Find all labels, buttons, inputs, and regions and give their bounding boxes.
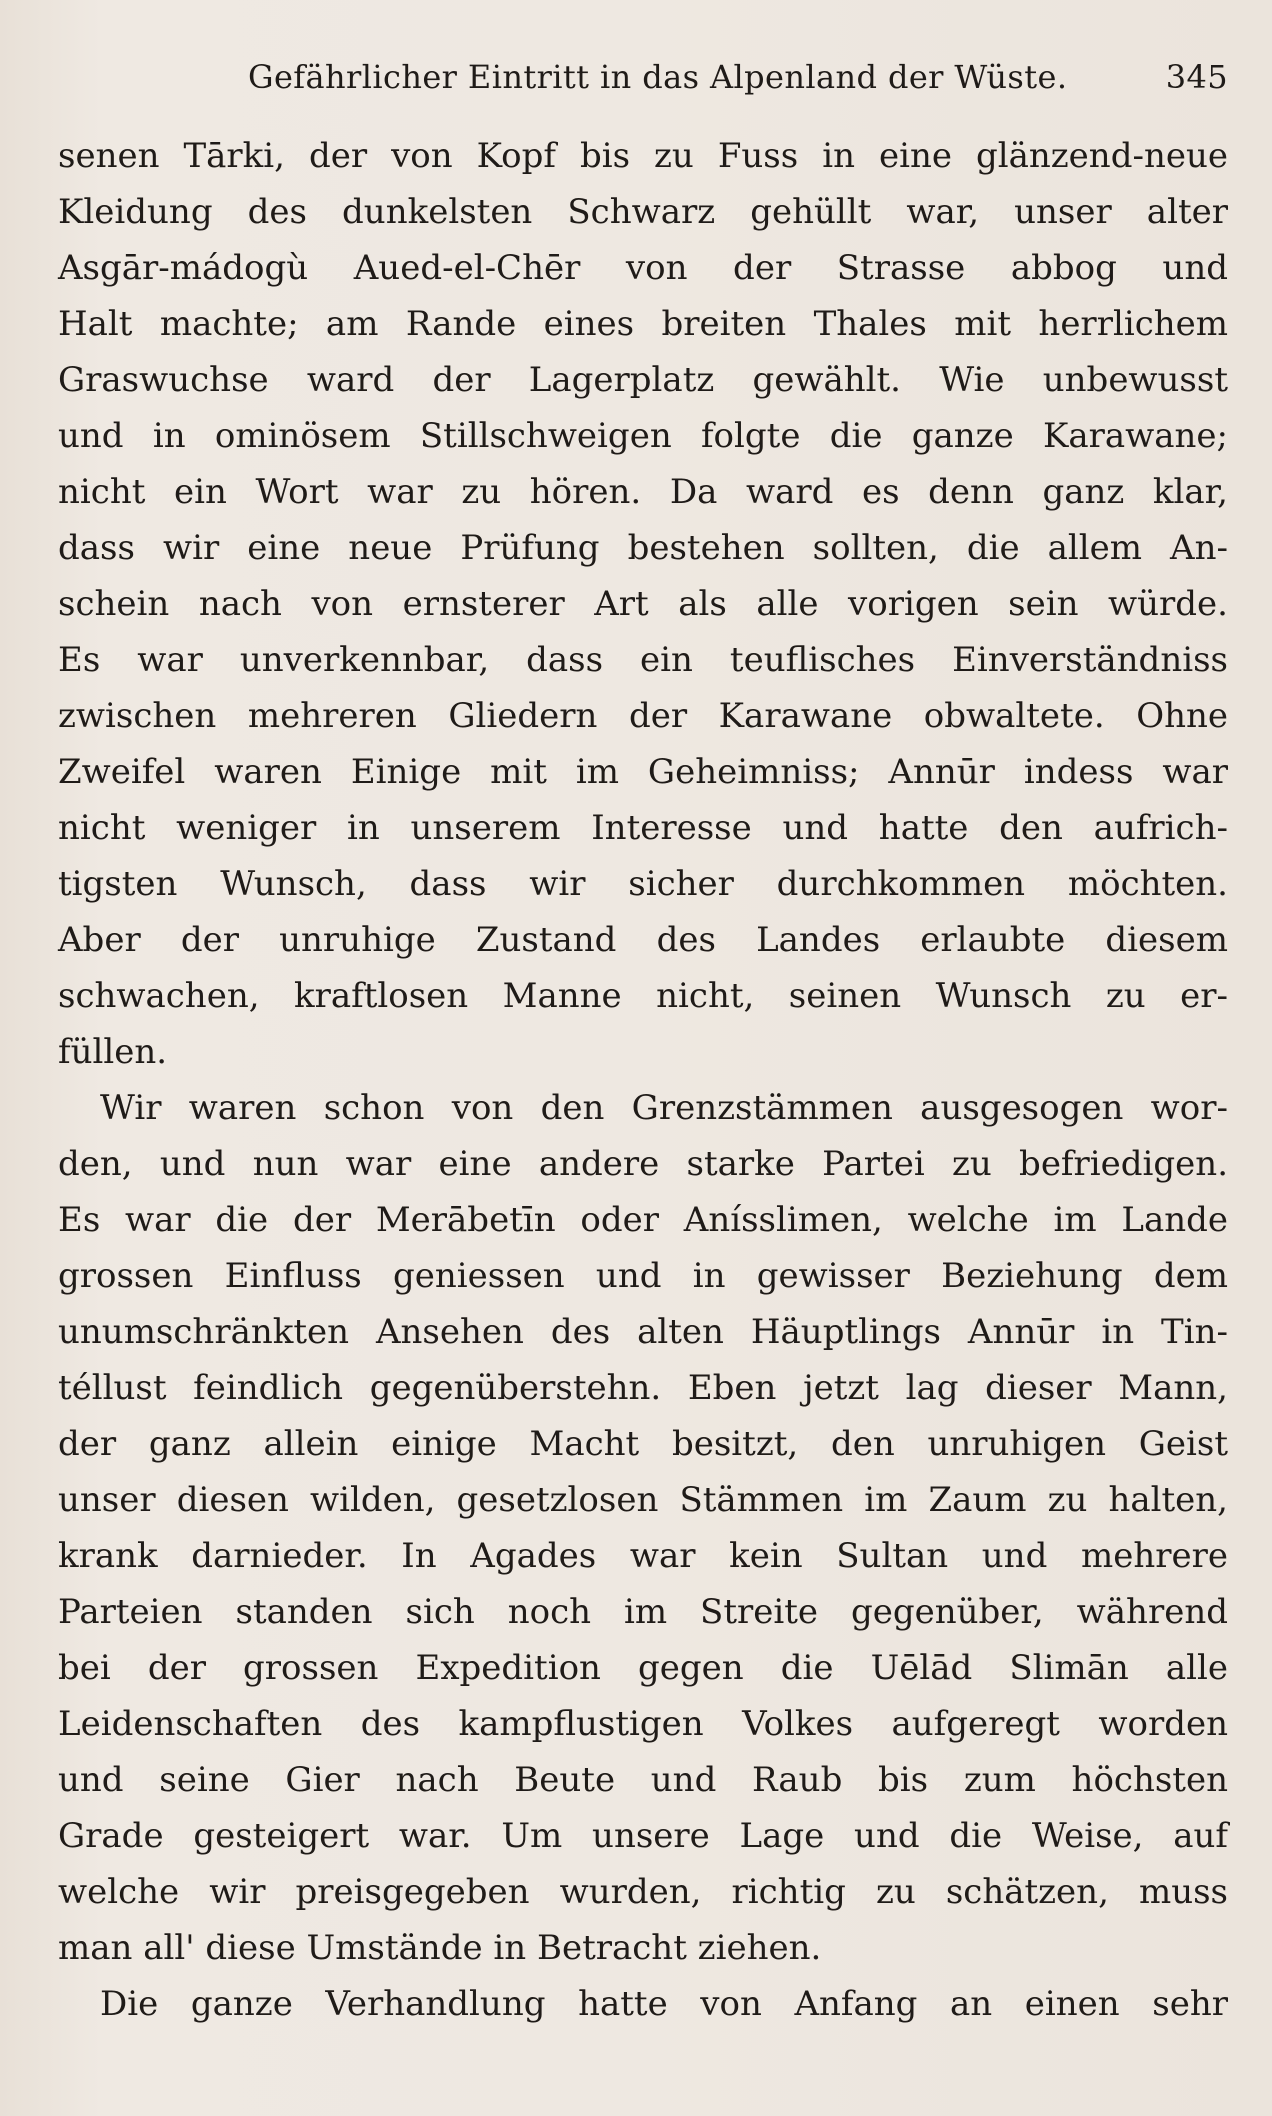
text-line: und in ominösem Stillschweigen folgte die ganze Karawane; — [58, 416, 1228, 456]
text-line: grossen Einfluss geniessen und in gewisser Beziehung dem — [58, 1256, 1228, 1296]
text-line: füllen. — [58, 1032, 168, 1072]
text-line: den, und nun war eine andere starke Partei zu befriedigen. — [58, 1144, 1228, 1184]
text-line: Kleidung des dunkelsten Schwarz gehüllt war, unser alter — [58, 192, 1228, 232]
text-line: Grade gesteigert war. Um unsere Lage und die Weise, auf — [58, 1816, 1228, 1856]
text-line: dass wir eine neue Prüfung bestehen sollten, die allem An- — [58, 528, 1228, 568]
text-line: Es war unverkennbar, dass ein teuflisches Einverständniss — [58, 640, 1228, 680]
text-line: krank darnieder. In Agades war kein Sultan und mehrere — [58, 1536, 1228, 1576]
text-line: man all' diese Umstände in Betracht ziehen. — [58, 1928, 822, 1968]
text-line: Wir waren schon von den Grenzstämmen ausgesogen wor- — [100, 1088, 1228, 1128]
page-header — [58, 52, 1228, 102]
page-number: 345 — [1165, 58, 1228, 96]
text-line: téllust feindlich gegenüberstehn. Eben jetzt lag dieser Mann, — [58, 1368, 1228, 1408]
text-line: unser diesen wilden, gesetzlosen Stämmen im Zaum zu halten, — [58, 1480, 1228, 1520]
text-line: schein nach von ernsterer Art als alle vorigen sein würde. — [58, 584, 1228, 624]
text-line: Parteien standen sich noch im Streite gegenüber, während — [58, 1592, 1228, 1632]
text-line: tigsten Wunsch, dass wir sicher durchkommen möchten. — [58, 864, 1228, 904]
text-line: bei der grossen Expedition gegen die Uēlād Slimān alle — [58, 1648, 1228, 1688]
text-line: Die ganze Verhandlung hatte von Anfang an einen sehr — [100, 1984, 1228, 2024]
text-line: Asgār-mádogù Aued-el-Chēr von der Strasse abbog und — [58, 248, 1228, 288]
text-line: nicht ein Wort war zu hören. Da ward es denn ganz klar, — [58, 472, 1228, 512]
text-line: nicht weniger in unserem Interesse und hatte den aufrich- — [58, 808, 1228, 848]
text-line: welche wir preisgegeben wurden, richtig zu schätzen, muss — [58, 1872, 1228, 1912]
text-line: und seine Gier nach Beute und Raub bis zum höchsten — [58, 1760, 1228, 1800]
text-line: Es war die der Merābetīn oder Anísslimen, welche im Lande — [58, 1200, 1228, 1240]
text-line: Zweifel waren Einige mit im Geheimniss; Annūr indess war — [58, 752, 1228, 792]
text-line: Aber der unruhige Zustand des Landes erlaubte diesem — [58, 920, 1228, 960]
text-line: zwischen mehreren Gliedern der Karawane obwaltete. Ohne — [58, 696, 1228, 736]
text-line: unumschränkten Ansehen des alten Häuptlings Annūr in Tin- — [58, 1312, 1228, 1352]
running-head: Gefährlicher Eintritt in das Alpenland der Wüste. — [248, 58, 1068, 96]
text-line: Leidenschaften des kampflustigen Volkes aufgeregt worden — [58, 1704, 1228, 1744]
text-line: der ganz allein einige Macht besitzt, den unruhigen Geist — [58, 1424, 1228, 1464]
text-line: senen Tārki, der von Kopf bis zu Fuss in eine glänzend-neue — [58, 136, 1228, 176]
text-line: Halt machte; am Rande eines breiten Thales mit herrlichem — [58, 304, 1228, 344]
text-line: schwachen, kraftlosen Manne nicht, seinen Wunsch zu er- — [58, 976, 1228, 1016]
text-line: Graswuchse ward der Lagerplatz gewählt. Wie unbewusst — [58, 360, 1228, 400]
main-text — [58, 128, 1228, 2032]
